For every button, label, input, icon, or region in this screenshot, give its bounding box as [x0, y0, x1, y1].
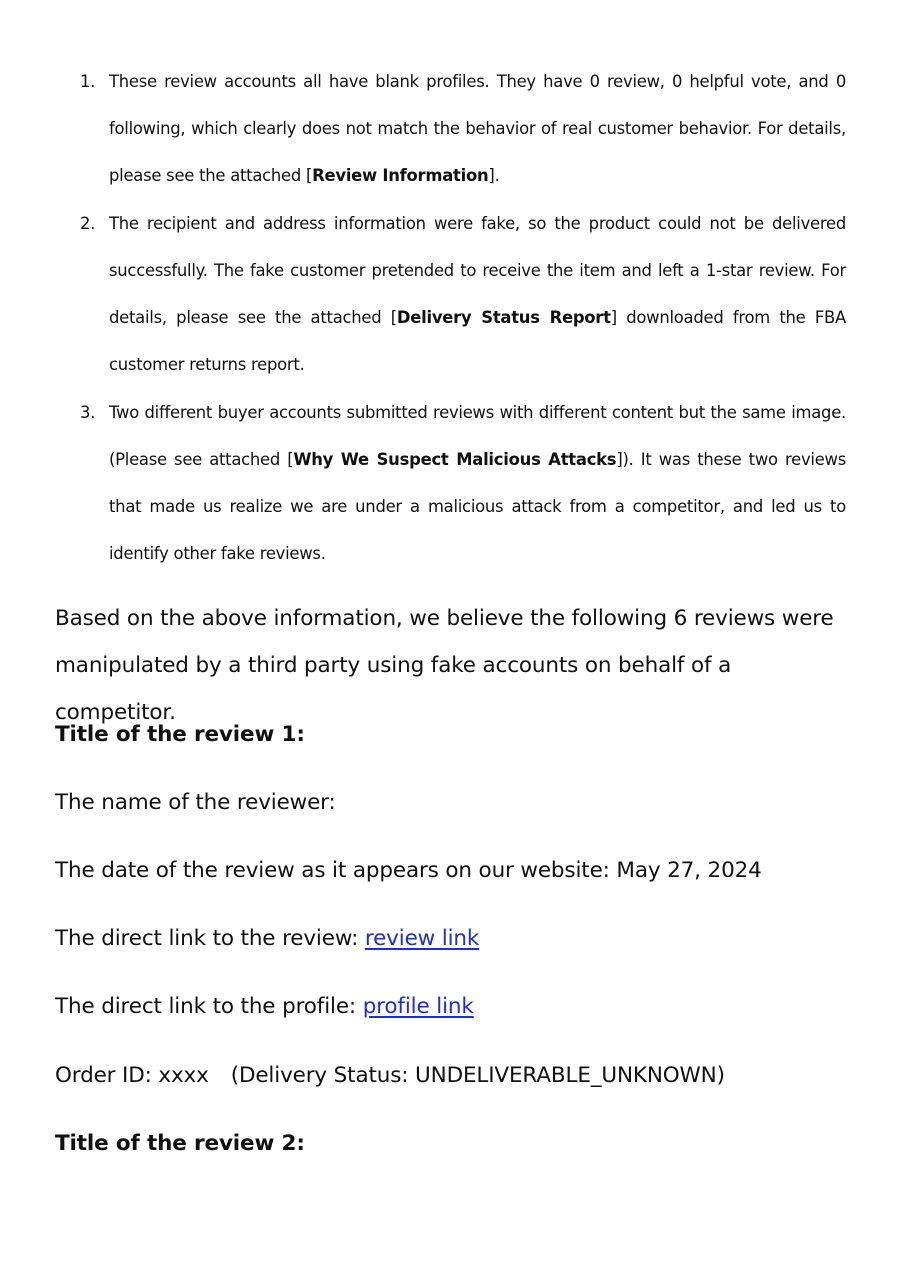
list-number: 1.: [80, 72, 96, 91]
order-line: [55, 1052, 855, 1099]
review-link[interactable]: review link: [364, 926, 480, 951]
profile-link-label: The direct link to the profile:: [55, 994, 363, 1019]
attachment-name: Why We Suspect Malicious Attacks: [293, 450, 617, 469]
evidence-text: The recipient and address information were fake, so the product could not be delivered successfully. The fake customer pretended to receive the item and left a 1-star review. For details, please see the attached [: [109, 214, 846, 327]
attachment-name: Delivery Status Report: [396, 308, 611, 327]
order-id: Order ID: xxxx: [55, 1063, 209, 1088]
evidence-text-end: ] downloaded from the FBA customer returns report.: [109, 308, 846, 374]
evidence-text: Two different buyer accounts submitted reviews with different content but the same image. (Please see attached [: [109, 403, 846, 469]
evidence-text-end: ].: [488, 166, 500, 185]
profile-link[interactable]: profile link: [362, 994, 474, 1019]
review-date: The date of the review as it appears on our website: May 27, 2024: [55, 858, 762, 883]
evidence-text-end: ]). It was these two reviews that made us realize we are under a malicious attack from a competitor, and led us to identify other fake reviews.: [109, 450, 846, 563]
review-link-line: [55, 915, 855, 962]
evidence-item-2: [80, 200, 846, 388]
delivery-status: (Delivery Status: UNDELIVERABLE_UNKNOWN): [230, 1063, 725, 1088]
review-2-title: Title of the review 2:: [55, 1131, 305, 1156]
evidence-item-3: [80, 389, 846, 577]
review-1-title: Title of the review 1:: [55, 722, 305, 747]
evidence-text: These review accounts all have blank profiles. They have 0 review, 0 helpful vote, and 0 following, which clearly does not match the behavior of real customer behavior. For details, please see the attached [: [109, 72, 846, 185]
list-number: 3.: [80, 403, 96, 422]
evidence-item-1: [80, 58, 846, 199]
reviewer-name-label: The name of the reviewer:: [55, 790, 336, 815]
attachment-name: Review Information: [312, 166, 489, 185]
list-number: 2.: [80, 214, 96, 233]
profile-link-line: [55, 983, 855, 1030]
review-link-label: The direct link to the review:: [55, 926, 365, 951]
summary-paragraph: Based on the above information, we believe the following 6 reviews were manipulated by a third party using fake accounts on behalf of a competitor.: [55, 606, 834, 725]
evidence-list: [80, 58, 846, 577]
